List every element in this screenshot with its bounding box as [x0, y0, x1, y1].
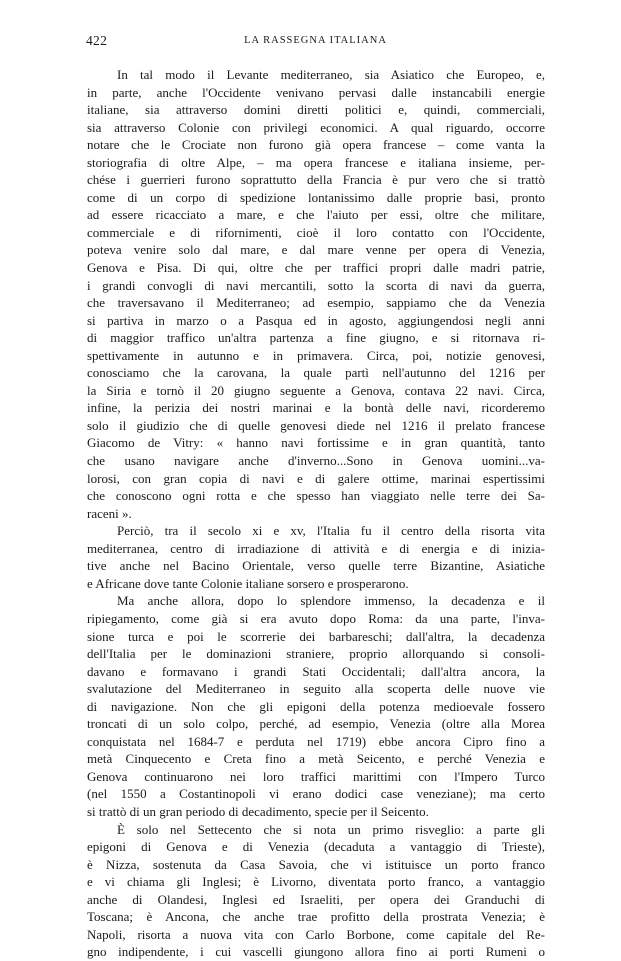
- text-line: dell'Italia per le dominazioni straniere, proprio allorquando si consoli-: [87, 646, 545, 662]
- text-line: Genova continuarono nei loro traffici marittimi con l'Impero Turco: [87, 768, 545, 784]
- text-line: e vi chiama gli Inglesi; è Livorno, diventata porto franco, a vantaggio: [87, 874, 545, 890]
- text-line: che traversavano il Mediterraneo; ad esempio, sappiamo che da Venezia: [87, 295, 545, 311]
- text-line: di navigazione. Non che gli epigoni della potenza medioevale fossero: [87, 698, 545, 714]
- text-line: anche di Olandesi, Inglesi ed Israeliti, per opera dei Granduchi di: [87, 891, 545, 907]
- text-line: troncati di un solo colpo, perché, ad esempio, Venezia (oltre alla Morea: [87, 716, 545, 732]
- text-line: la Siria e tornò il 20 giugno seguente a Genova, contava 22 navi. Circa,: [87, 382, 545, 398]
- text-line: Perciò, tra il secolo xi e xv, l'Italia fu il centro della risorta vita: [117, 523, 545, 539]
- text-line: conquistata nel 1684-7 e perduta nel 1719) ebbe ancora Cipro fino a: [87, 733, 545, 749]
- text-line: i grandi convogli di navi mercantili, sotto la scorta di navi da guerra,: [87, 277, 545, 293]
- text-line: raceni ».: [87, 505, 132, 521]
- text-line: che usano navigare anche d'inverno...Sono in Genova uomini...va-: [87, 453, 545, 469]
- text-line: di maggior traffico un'altra partenza a fine giugno, e si ritornava ri-: [87, 330, 545, 346]
- text-line: davano e formavano i grandi Stati Occidentali; dall'altra ancora, la: [87, 663, 545, 679]
- text-line: (nel 1550 a Costantinopoli vi erano dodici case veneziane); ma certo: [87, 786, 545, 802]
- text-line: in parte, anche l'Occidente venivano pervasi dalle instancabili energie: [87, 84, 545, 100]
- text-line: sia attraverso Colonie con privilegi economici. A qual riguardo, occorre: [87, 119, 545, 135]
- text-line: solo il giudizio che di quelle genovesi diede nel 1216 il prelato francese: [87, 417, 545, 433]
- text-line: In tal modo il Levante mediterraneo, sia Asiatico che Europeo, e,: [117, 67, 545, 82]
- text-line: è Nizza, sostenuta da Casa Savoia, che vi istituisce un porto franco: [87, 856, 545, 872]
- text-line: Napoli, risorta a nuova vita con Carlo Borbone, come capitale del Re-: [87, 926, 545, 942]
- text-line: ad essere ricacciato a mare, e che l'aiuto per essi, oltre che militare,: [87, 207, 545, 223]
- text-line: Genova e Pisa. Di qui, oltre che per traffici propri dalle madri patrie,: [87, 260, 545, 276]
- text-line: italiane, sia attraverso domini diretti politici e, quindi, commerciali,: [87, 102, 545, 118]
- text-line: si trattò di un gran periodo di decadimento, specie per il Seicento.: [87, 803, 429, 819]
- text-line: commerciale e di rifornimenti, cioè il loro contatto con l'Occidente,: [87, 224, 545, 240]
- text-line: come di un corpo di spedizione lontanissimo dalle proprie basi, pronto: [87, 189, 545, 205]
- text-line: spettivamente in autunno e in primavera. Circa, poi, notizie genovesi,: [87, 347, 545, 363]
- page-number: 422: [86, 33, 108, 48]
- text-line: e Africane dove tante Colonie italiane sorsero e prosperarono.: [87, 575, 409, 591]
- text-line: Giacomo de Vitry: « hanno navi fortissime e in gran quantità, tanto: [87, 435, 545, 451]
- text-line: notare che le Crociate non furono già opera francese – come vanta la: [87, 137, 545, 153]
- text-line: epigoni di Genova e di Venezia (decaduta a vantaggio di Trieste),: [87, 839, 545, 855]
- text-line: metà Cinquecento e Creta fino a metà Seicento, e perché Venezia e: [87, 751, 545, 767]
- text-line: poteva venire solo dal mare, e dal mare venne per opera di Venezia,: [87, 242, 545, 258]
- text-line: chése i guerrieri furono soprattutto della Francia è pur vero che si trattò: [87, 172, 545, 188]
- text-line: Ma anche allora, dopo lo splendore immenso, la decadenza e il: [117, 593, 545, 609]
- text-line: si partiva in marzo o a Pasqua ed in agosto, aggiungendosi negli anni: [87, 312, 545, 328]
- body-text: [87, 66, 545, 961]
- text-line: conosciamo che la carovana, la quale partì nell'autunno del 1216 per: [87, 365, 545, 381]
- text-line: Toscana; è Ancona, che anche trae profitto della prostrata Venezia; è: [87, 909, 545, 925]
- text-line: ripiegamento, come già si era avuto dopo Roma: da una parte, l'inva-: [87, 610, 545, 626]
- text-line: storiografia di oltre Alpe, – ma opera francese e italiana insieme, per-: [87, 154, 545, 170]
- text-line: gno indipendente, i cui vascelli giungono allora fino ai porti Rumeni o: [87, 944, 545, 960]
- text-line: mediterranea, centro di irradiazione di attività e di energia e di inizia-: [87, 540, 545, 556]
- text-line: infine, la perizia dei nostri marinai e la bontà delle navi, ricorderemo: [87, 400, 545, 416]
- text-line: sione turca e poi le scorrerie dei barbareschi; dall'altra, la decadenza: [87, 628, 545, 644]
- text-line: che conoscono ogni rotta e che spesso han viaggiato nelle terre dei Sa-: [87, 488, 545, 504]
- text-line: svalutazione del Mediterraneo in seguito alla scoperta delle nuove vie: [87, 681, 545, 697]
- text-line: tive anche nel Bacino Orientale, verso quelle terre Bizantine, Asiatiche: [87, 558, 545, 574]
- running-head: LA RASSEGNA ITALIANA: [244, 35, 387, 46]
- text-line: È solo nel Settecento che si nota un primo risveglio: a parte gli: [117, 821, 545, 837]
- text-line: lorosi, con gran copia di navi e di galere ottime, marinai espertissimi: [87, 470, 545, 486]
- page-header: [86, 33, 545, 53]
